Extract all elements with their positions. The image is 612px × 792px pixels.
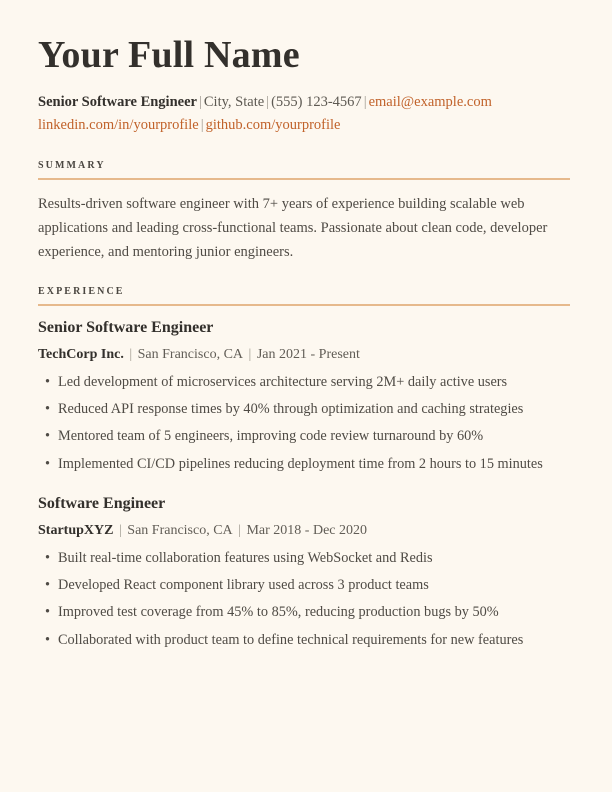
list-item bbox=[38, 398, 570, 421]
job-meta bbox=[38, 521, 570, 541]
bullet-icon: • bbox=[45, 604, 51, 621]
contact-line-primary bbox=[38, 91, 570, 114]
list-item bbox=[38, 453, 570, 476]
resume-header bbox=[38, 34, 570, 138]
list-item bbox=[38, 601, 570, 624]
section-summary bbox=[38, 160, 570, 264]
summary-text: Results-driven software engineer with 7+ years of experience building scalable web applications and leading cross-functional teams. Passionate about clean code, developer experience, and mentoring junior engineers. bbox=[38, 195, 548, 260]
header-location: City, State bbox=[203, 93, 265, 110]
contact-separator: | bbox=[198, 93, 202, 110]
experience-entry bbox=[38, 494, 570, 652]
bullet-icon: • bbox=[45, 428, 51, 445]
section-title-summary: SUMMARY bbox=[38, 159, 106, 171]
job-bullet-list bbox=[38, 547, 570, 652]
contact-line-secondary bbox=[38, 114, 570, 137]
job-title: Senior Software Engineer bbox=[38, 318, 214, 336]
header-role: Senior Software Engineer bbox=[38, 93, 197, 110]
job-location: San Francisco, CA bbox=[127, 522, 233, 538]
job-meta bbox=[38, 345, 570, 365]
list-item bbox=[38, 371, 570, 394]
meta-separator: | bbox=[115, 522, 126, 538]
contact-separator: | bbox=[363, 93, 367, 110]
section-experience bbox=[38, 286, 570, 652]
bullet-icon: • bbox=[45, 401, 51, 418]
page-title: Your Full Name bbox=[38, 34, 300, 76]
bullet-text: Led development of microservices architecture serving 2M+ daily active users bbox=[58, 374, 508, 391]
bullet-text: Improved test coverage from 45% to 85%, reducing production bugs by 50% bbox=[58, 604, 499, 621]
bullet-text: Built real-time collaboration features using WebSocket and Redis bbox=[58, 550, 433, 567]
meta-separator: | bbox=[234, 522, 245, 538]
job-company: TechCorp Inc. bbox=[38, 346, 124, 362]
experience-entry bbox=[38, 318, 570, 476]
meta-separator: | bbox=[245, 346, 255, 362]
list-item bbox=[38, 574, 570, 597]
bullet-text: Developed React component library used across 3 product teams bbox=[58, 577, 429, 594]
list-item bbox=[38, 547, 570, 570]
job-bullet-list bbox=[38, 371, 570, 476]
bullet-text: Reduced API response times by 40% through optimization and caching strategies bbox=[58, 401, 524, 418]
email-link[interactable]: email@example.com bbox=[368, 93, 492, 110]
bullet-text: Collaborated with product team to define technical requirements for new features bbox=[58, 631, 524, 648]
meta-separator: | bbox=[125, 346, 136, 362]
linkedin-link[interactable]: linkedin.com/in/yourprofile bbox=[38, 117, 199, 134]
job-dates: Mar 2018 - Dec 2020 bbox=[246, 522, 368, 538]
header-phone: (555) 123-4567 bbox=[271, 93, 362, 110]
contact-separator: | bbox=[200, 117, 204, 134]
job-company: StartupXYZ bbox=[38, 522, 114, 538]
bullet-icon: • bbox=[45, 631, 51, 648]
bullet-icon: • bbox=[45, 577, 51, 594]
section-divider bbox=[38, 304, 570, 306]
bullet-text: Mentored team of 5 engineers, improving code review turnaround by 60% bbox=[58, 428, 484, 445]
github-link[interactable]: github.com/yourprofile bbox=[205, 117, 341, 134]
experience-job-list bbox=[38, 318, 570, 652]
section-title-experience: EXPERIENCE bbox=[38, 285, 125, 297]
job-location: San Francisco, CA bbox=[137, 346, 244, 362]
list-item bbox=[38, 629, 570, 652]
bullet-icon: • bbox=[45, 374, 51, 391]
bullet-text: Implemented CI/CD pipelines reducing deployment time from 2 hours to 15 minutes bbox=[58, 455, 543, 472]
list-item bbox=[38, 425, 570, 448]
bullet-icon: • bbox=[45, 455, 51, 472]
job-dates: Jan 2021 - Present bbox=[256, 346, 360, 362]
job-title: Software Engineer bbox=[38, 494, 166, 512]
bullet-icon: • bbox=[45, 550, 51, 567]
section-divider bbox=[38, 178, 570, 180]
contact-separator: | bbox=[266, 93, 270, 110]
